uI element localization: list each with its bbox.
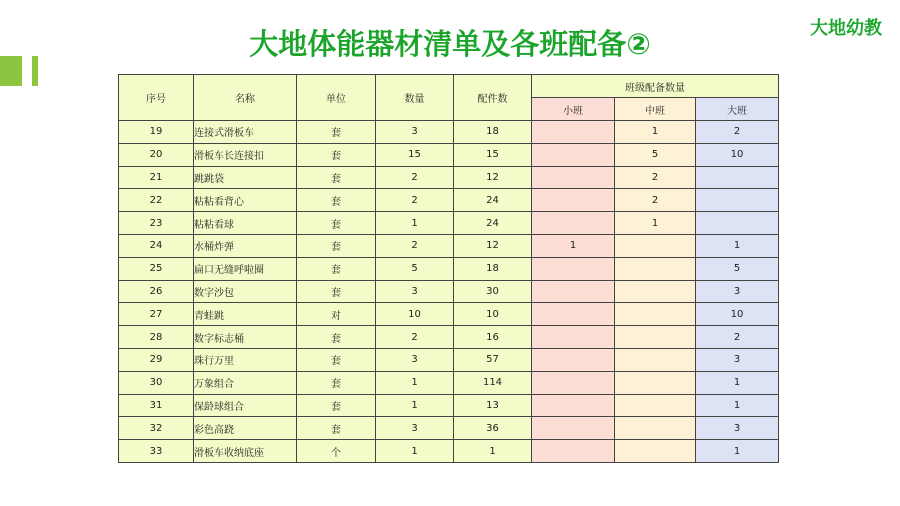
page-title: 大地体能器材清单及各班配备② — [249, 27, 651, 61]
header-middle-class: 中班 — [615, 98, 696, 121]
cell-name: 万象组合 — [194, 371, 297, 394]
cell-parts: 13 — [454, 394, 532, 417]
cell-small-class — [532, 121, 615, 144]
cell-unit: 套 — [297, 143, 376, 166]
cell-quantity: 10 — [376, 303, 454, 326]
cell-middle-class — [615, 303, 696, 326]
cell-middle-class — [615, 348, 696, 371]
cell-index: 26 — [119, 280, 194, 303]
cell-unit: 套 — [297, 121, 376, 144]
cell-unit: 套 — [297, 326, 376, 349]
cell-unit: 套 — [297, 212, 376, 235]
table-row — [119, 326, 779, 349]
header-parts: 配件数 — [454, 75, 532, 121]
table-row — [119, 303, 779, 326]
cell-unit: 套 — [297, 280, 376, 303]
cell-quantity: 2 — [376, 234, 454, 257]
cell-name: 珠行万里 — [194, 348, 297, 371]
cell-parts: 24 — [454, 212, 532, 235]
table-row — [119, 417, 779, 440]
cell-big-class: 2 — [696, 121, 779, 144]
cell-index: 24 — [119, 234, 194, 257]
cell-big-class: 3 — [696, 280, 779, 303]
cell-quantity: 1 — [376, 394, 454, 417]
cell-quantity: 15 — [376, 143, 454, 166]
header-name: 名称 — [194, 75, 297, 121]
cell-parts: 24 — [454, 189, 532, 212]
cell-small-class — [532, 280, 615, 303]
cell-middle-class — [615, 417, 696, 440]
cell-name: 连接式滑板车 — [194, 121, 297, 144]
header-class-allocation: 班级配备数量 — [532, 75, 779, 98]
header-big-class: 大班 — [696, 98, 779, 121]
table-row — [119, 371, 779, 394]
cell-small-class — [532, 257, 615, 280]
table-row — [119, 166, 779, 189]
cell-big-class: 10 — [696, 143, 779, 166]
cell-middle-class: 1 — [615, 121, 696, 144]
cell-big-class — [696, 212, 779, 235]
cell-middle-class — [615, 257, 696, 280]
header-index: 序号 — [119, 75, 194, 121]
cell-middle-class: 2 — [615, 166, 696, 189]
cell-parts: 10 — [454, 303, 532, 326]
cell-big-class: 1 — [696, 371, 779, 394]
cell-quantity: 2 — [376, 189, 454, 212]
cell-parts: 15 — [454, 143, 532, 166]
cell-big-class: 3 — [696, 348, 779, 371]
cell-index: 33 — [119, 440, 194, 463]
cell-name: 数字标志桶 — [194, 326, 297, 349]
cell-big-class: 5 — [696, 257, 779, 280]
cell-quantity: 1 — [376, 440, 454, 463]
table-row — [119, 121, 779, 144]
cell-unit: 套 — [297, 234, 376, 257]
cell-big-class — [696, 166, 779, 189]
cell-big-class: 1 — [696, 394, 779, 417]
cell-unit: 套 — [297, 394, 376, 417]
cell-index: 31 — [119, 394, 194, 417]
table-row — [119, 257, 779, 280]
cell-big-class: 1 — [696, 440, 779, 463]
cell-name: 滑板车长连接扣 — [194, 143, 297, 166]
cell-index: 22 — [119, 189, 194, 212]
cell-small-class — [532, 371, 615, 394]
cell-index: 30 — [119, 371, 194, 394]
cell-quantity: 5 — [376, 257, 454, 280]
cell-unit: 套 — [297, 189, 376, 212]
brand-logo-text: 大地幼教 — [810, 18, 882, 39]
header-quantity: 数量 — [376, 75, 454, 121]
cell-quantity: 3 — [376, 348, 454, 371]
cell-small-class — [532, 143, 615, 166]
cell-quantity: 3 — [376, 417, 454, 440]
cell-parts: 12 — [454, 234, 532, 257]
cell-parts: 57 — [454, 348, 532, 371]
cell-quantity: 3 — [376, 280, 454, 303]
cell-index: 29 — [119, 348, 194, 371]
cell-middle-class — [615, 440, 696, 463]
cell-index: 27 — [119, 303, 194, 326]
cell-middle-class: 2 — [615, 189, 696, 212]
cell-parts: 18 — [454, 257, 532, 280]
table-row — [119, 212, 779, 235]
table-row — [119, 394, 779, 417]
table-row — [119, 440, 779, 463]
cell-small-class — [532, 212, 615, 235]
cell-name: 滑板车收纳底座 — [194, 440, 297, 463]
cell-unit: 套 — [297, 417, 376, 440]
cell-middle-class — [615, 371, 696, 394]
cell-small-class — [532, 440, 615, 463]
cell-small-class — [532, 417, 615, 440]
cell-unit: 套 — [297, 166, 376, 189]
cell-unit: 套 — [297, 348, 376, 371]
cell-quantity: 3 — [376, 121, 454, 144]
cell-parts: 16 — [454, 326, 532, 349]
cell-small-class: 1 — [532, 234, 615, 257]
cell-quantity: 2 — [376, 326, 454, 349]
cell-parts: 12 — [454, 166, 532, 189]
cell-big-class: 2 — [696, 326, 779, 349]
table-row — [119, 234, 779, 257]
cell-name: 保龄球组合 — [194, 394, 297, 417]
cell-small-class — [532, 326, 615, 349]
header-small-class: 小班 — [532, 98, 615, 121]
cell-big-class: 10 — [696, 303, 779, 326]
cell-middle-class — [615, 326, 696, 349]
cell-quantity: 1 — [376, 371, 454, 394]
cell-small-class — [532, 166, 615, 189]
cell-index: 19 — [119, 121, 194, 144]
cell-middle-class — [615, 394, 696, 417]
cell-unit: 个 — [297, 440, 376, 463]
header-unit: 单位 — [297, 75, 376, 121]
cell-name: 数字沙包 — [194, 280, 297, 303]
cell-middle-class — [615, 234, 696, 257]
cell-name: 彩色高跷 — [194, 417, 297, 440]
cell-name: 扁口无缝呼啦圈 — [194, 257, 297, 280]
cell-big-class: 1 — [696, 234, 779, 257]
cell-unit: 对 — [297, 303, 376, 326]
cell-small-class — [532, 394, 615, 417]
cell-name: 水桶炸弹 — [194, 234, 297, 257]
cell-parts: 30 — [454, 280, 532, 303]
cell-small-class — [532, 189, 615, 212]
cell-name: 粘粘看球 — [194, 212, 297, 235]
cell-quantity: 2 — [376, 166, 454, 189]
cell-middle-class: 1 — [615, 212, 696, 235]
cell-name: 青蛙跳 — [194, 303, 297, 326]
cell-unit: 套 — [297, 257, 376, 280]
cell-index: 21 — [119, 166, 194, 189]
table-row — [119, 280, 779, 303]
cell-quantity: 1 — [376, 212, 454, 235]
cell-unit: 套 — [297, 371, 376, 394]
table-row — [119, 348, 779, 371]
cell-big-class — [696, 189, 779, 212]
cell-small-class — [532, 303, 615, 326]
cell-small-class — [532, 348, 615, 371]
cell-name: 跳跳袋 — [194, 166, 297, 189]
cell-index: 25 — [119, 257, 194, 280]
cell-big-class: 3 — [696, 417, 779, 440]
cell-middle-class: 5 — [615, 143, 696, 166]
cell-parts: 36 — [454, 417, 532, 440]
cell-parts: 1 — [454, 440, 532, 463]
table-body — [119, 121, 779, 463]
table-row — [119, 143, 779, 166]
cell-middle-class — [615, 280, 696, 303]
cell-index: 23 — [119, 212, 194, 235]
cell-index: 32 — [119, 417, 194, 440]
cell-index: 20 — [119, 143, 194, 166]
cell-name: 粘粘看背心 — [194, 189, 297, 212]
table-row — [119, 189, 779, 212]
equipment-table — [118, 74, 779, 463]
cell-parts: 18 — [454, 121, 532, 144]
cell-parts: 114 — [454, 371, 532, 394]
cell-index: 28 — [119, 326, 194, 349]
